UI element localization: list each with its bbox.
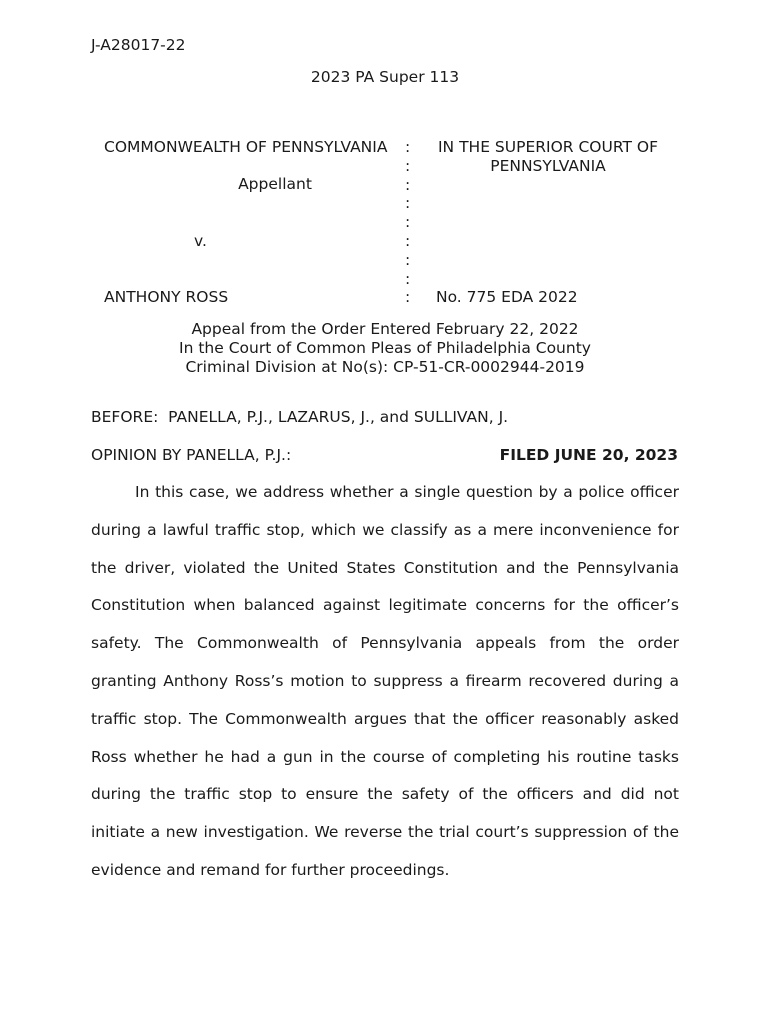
caption-colon: : (405, 194, 411, 213)
appeal-line-1: Appeal from the Order Entered February 22, 2022 (191, 320, 579, 338)
docket-id: J-A28017-22 (91, 36, 186, 54)
citation: 2023 PA Super 113 (310, 68, 460, 86)
appeal-line-3: Criminal Division at No(s): CP-51-CR-0002944-2019 (185, 358, 585, 376)
caption-colon: : (405, 269, 411, 288)
opinion-paragraph: In this case, we address whether a single question by a police officer during a lawful traffic stop, which we classify as a mere inconvenience for the driver, violated the United States Constitution and the Pennsylvania Constitution when balanced against legitimate concerns for the officer’s safety. The Commonwealth of Pennsylvania appeals from the order granting Anthony Ross’s motion to suppress a firearm recovered during a traffic stop. The Commonwealth argues that the officer reasonably asked Ross whether he had a gun in the course of completing his routine tasks during the traffic stop to ensure the safety of the officers and did not initiate a new investigation. We reverse the trial court’s suppression of the evidence and remand for further proceedings. (91, 483, 679, 879)
caption-colon: : (405, 156, 411, 175)
panel-before: BEFORE: PANELLA, P.J., LAZARUS, J., and SULLIVAN, J. (91, 408, 509, 426)
versus-label: v. (194, 232, 207, 250)
caption-colon: : (405, 250, 411, 269)
appeal-line-2: In the Court of Common Pleas of Philadelphia County (179, 339, 591, 357)
docket-number: No. 775 EDA 2022 (436, 288, 578, 306)
caption-colon: : (405, 232, 411, 250)
role-appellant: Appellant (238, 175, 312, 193)
opinion-by: OPINION BY PANELLA, P.J.: (91, 446, 292, 464)
party-commonwealth: COMMONWEALTH OF PENNSYLVANIA (104, 138, 388, 156)
caption-colon: : (405, 288, 411, 307)
opinion-body (91, 474, 679, 890)
caption-colon: : (405, 138, 411, 156)
court-name-line2: PENNSYLVANIA (490, 157, 606, 175)
caption-colon: : (405, 175, 411, 194)
filed-date: FILED JUNE 20, 2023 (499, 446, 678, 464)
court-name-line1: IN THE SUPERIOR COURT OF (437, 138, 659, 156)
party-appellee: ANTHONY ROSS (104, 288, 229, 306)
caption-colon: : (405, 213, 411, 232)
